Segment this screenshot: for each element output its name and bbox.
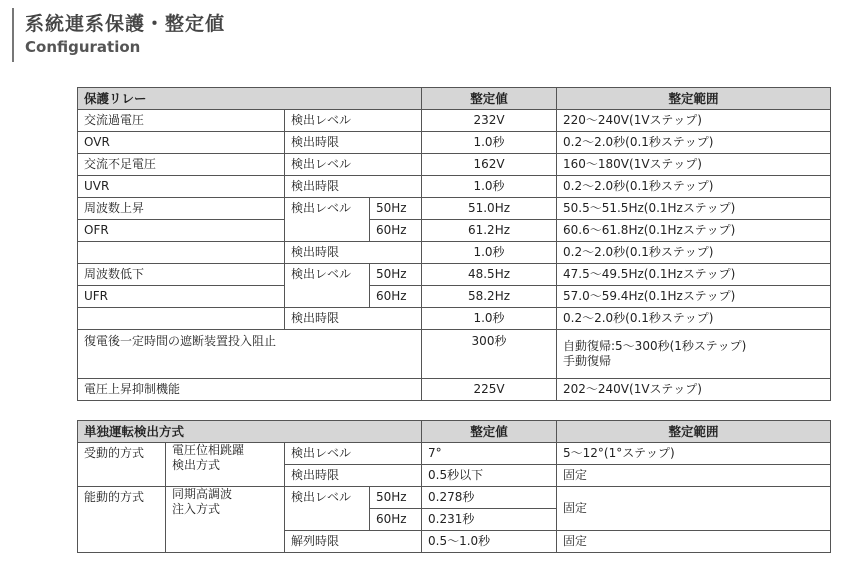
setting-range: 固定 <box>557 465 831 487</box>
table-row <box>78 132 831 154</box>
range-manual-recovery: 手動復帰 <box>563 354 612 368</box>
setting-value: 1.0秒 <box>422 242 557 264</box>
table-row <box>78 176 831 198</box>
setting-range: 47.5～49.5Hz(0.1Hzステップ) <box>557 264 831 286</box>
table-row <box>78 379 831 401</box>
setting-value: 0.231秒 <box>422 509 557 531</box>
page-subtitle: Configuration <box>25 38 141 56</box>
freq-label: 50Hz <box>370 198 422 220</box>
setting-value: 61.2Hz <box>422 220 557 242</box>
param-label: 検出時限 <box>285 176 422 198</box>
setting-value: 1.0秒 <box>422 308 557 330</box>
method-name-line1: 電圧位相跳躍 <box>172 443 245 457</box>
relay-name: 交流過電圧 <box>78 110 285 132</box>
table-row <box>78 110 831 132</box>
table-row <box>78 443 831 465</box>
param-label: 検出レベル <box>285 487 370 531</box>
islanding-detection-table <box>77 420 831 553</box>
setting-value: 58.2Hz <box>422 286 557 308</box>
header-accent-bar <box>12 8 14 62</box>
param-label: 検出時限 <box>285 242 422 264</box>
setting-range: 固定 <box>557 531 831 553</box>
setting-value: 0.5～1.0秒 <box>422 531 557 553</box>
setting-range: 0.2～2.0秒(0.1秒ステップ) <box>557 176 831 198</box>
setting-range: 220～240V(1Vステップ) <box>557 110 831 132</box>
method-name <box>166 443 285 487</box>
param-label: 検出レベル <box>285 154 422 176</box>
header-setting-value: 整定値 <box>422 88 557 110</box>
table-row <box>78 198 831 220</box>
table-row <box>78 264 831 286</box>
header-setting-range: 整定範囲 <box>557 88 831 110</box>
param-label: 検出レベル <box>285 110 422 132</box>
setting-range: 202～240V(1Vステップ) <box>557 379 831 401</box>
relay-spacer <box>78 242 285 264</box>
suppression-name: 電圧上昇抑制機能 <box>78 379 422 401</box>
freq-label: 60Hz <box>370 220 422 242</box>
setting-value: 300秒 <box>422 330 557 379</box>
param-label: 検出レベル <box>285 198 370 242</box>
param-label: 検出時限 <box>285 308 422 330</box>
setting-value: 1.0秒 <box>422 176 557 198</box>
relay-code: UVR <box>78 176 285 198</box>
setting-range <box>557 330 831 379</box>
method-name-line2: 注入方式 <box>172 502 221 516</box>
setting-range: 60.6～61.8Hz(0.1Hzステップ) <box>557 220 831 242</box>
setting-range: 50.5～51.5Hz(0.1Hzステップ) <box>557 198 831 220</box>
range-auto-recovery: 自動復帰:5～300秒(1秒ステップ) <box>563 339 747 353</box>
protection-relay-table <box>77 87 831 401</box>
method-name <box>166 487 285 553</box>
relay-spacer <box>78 308 285 330</box>
method-type: 受動的方式 <box>78 443 166 487</box>
relay-name: 周波数低下 <box>78 264 285 286</box>
setting-range: 5～12°(1°ステップ) <box>557 443 831 465</box>
setting-range: 0.2～2.0秒(0.1秒ステップ) <box>557 308 831 330</box>
header-setting-range: 整定範囲 <box>557 421 831 443</box>
setting-range: 57.0～59.4Hz(0.1Hzステップ) <box>557 286 831 308</box>
setting-range: 0.2～2.0秒(0.1秒ステップ) <box>557 242 831 264</box>
setting-value: 1.0秒 <box>422 132 557 154</box>
table-header-row <box>78 421 831 443</box>
method-type: 能動的方式 <box>78 487 166 553</box>
setting-range: 160～180V(1Vステップ) <box>557 154 831 176</box>
setting-value: 48.5Hz <box>422 264 557 286</box>
setting-value: 232V <box>422 110 557 132</box>
header-protection-relay: 保護リレー <box>78 88 422 110</box>
relay-name: 交流不足電圧 <box>78 154 285 176</box>
table-row <box>78 487 831 509</box>
relay-code: OVR <box>78 132 285 154</box>
recovery-name: 復電後一定時間の遮断装置投入阻止 <box>78 330 422 379</box>
setting-value: 0.5秒以下 <box>422 465 557 487</box>
table-row <box>78 286 831 308</box>
relay-code: UFR <box>78 286 285 308</box>
setting-value: 7° <box>422 443 557 465</box>
table-row <box>78 220 831 242</box>
page-title: 系統連系保護・整定値 <box>25 13 226 35</box>
setting-value: 51.0Hz <box>422 198 557 220</box>
param-label: 検出レベル <box>285 264 370 308</box>
table-row <box>78 242 831 264</box>
header-detection-method: 単独運転検出方式 <box>78 421 422 443</box>
setting-range: 固定 <box>557 487 831 531</box>
method-name-line2: 検出方式 <box>172 458 221 472</box>
setting-value: 0.278秒 <box>422 487 557 509</box>
method-name-line1: 同期高調波 <box>172 487 233 501</box>
relay-code: OFR <box>78 220 285 242</box>
freq-label: 60Hz <box>370 286 422 308</box>
freq-label: 50Hz <box>370 487 422 509</box>
table-row <box>78 308 831 330</box>
param-label: 解列時限 <box>285 531 422 553</box>
table-header-row <box>78 88 831 110</box>
freq-label: 50Hz <box>370 264 422 286</box>
relay-name: 周波数上昇 <box>78 198 285 220</box>
param-label: 検出レベル <box>285 443 422 465</box>
freq-label: 60Hz <box>370 509 422 531</box>
setting-range: 0.2～2.0秒(0.1秒ステップ) <box>557 132 831 154</box>
header-setting-value: 整定値 <box>422 421 557 443</box>
param-label: 検出時限 <box>285 132 422 154</box>
table-row <box>78 154 831 176</box>
setting-value: 225V <box>422 379 557 401</box>
setting-value: 162V <box>422 154 557 176</box>
table-row <box>78 330 831 379</box>
param-label: 検出時限 <box>285 465 422 487</box>
